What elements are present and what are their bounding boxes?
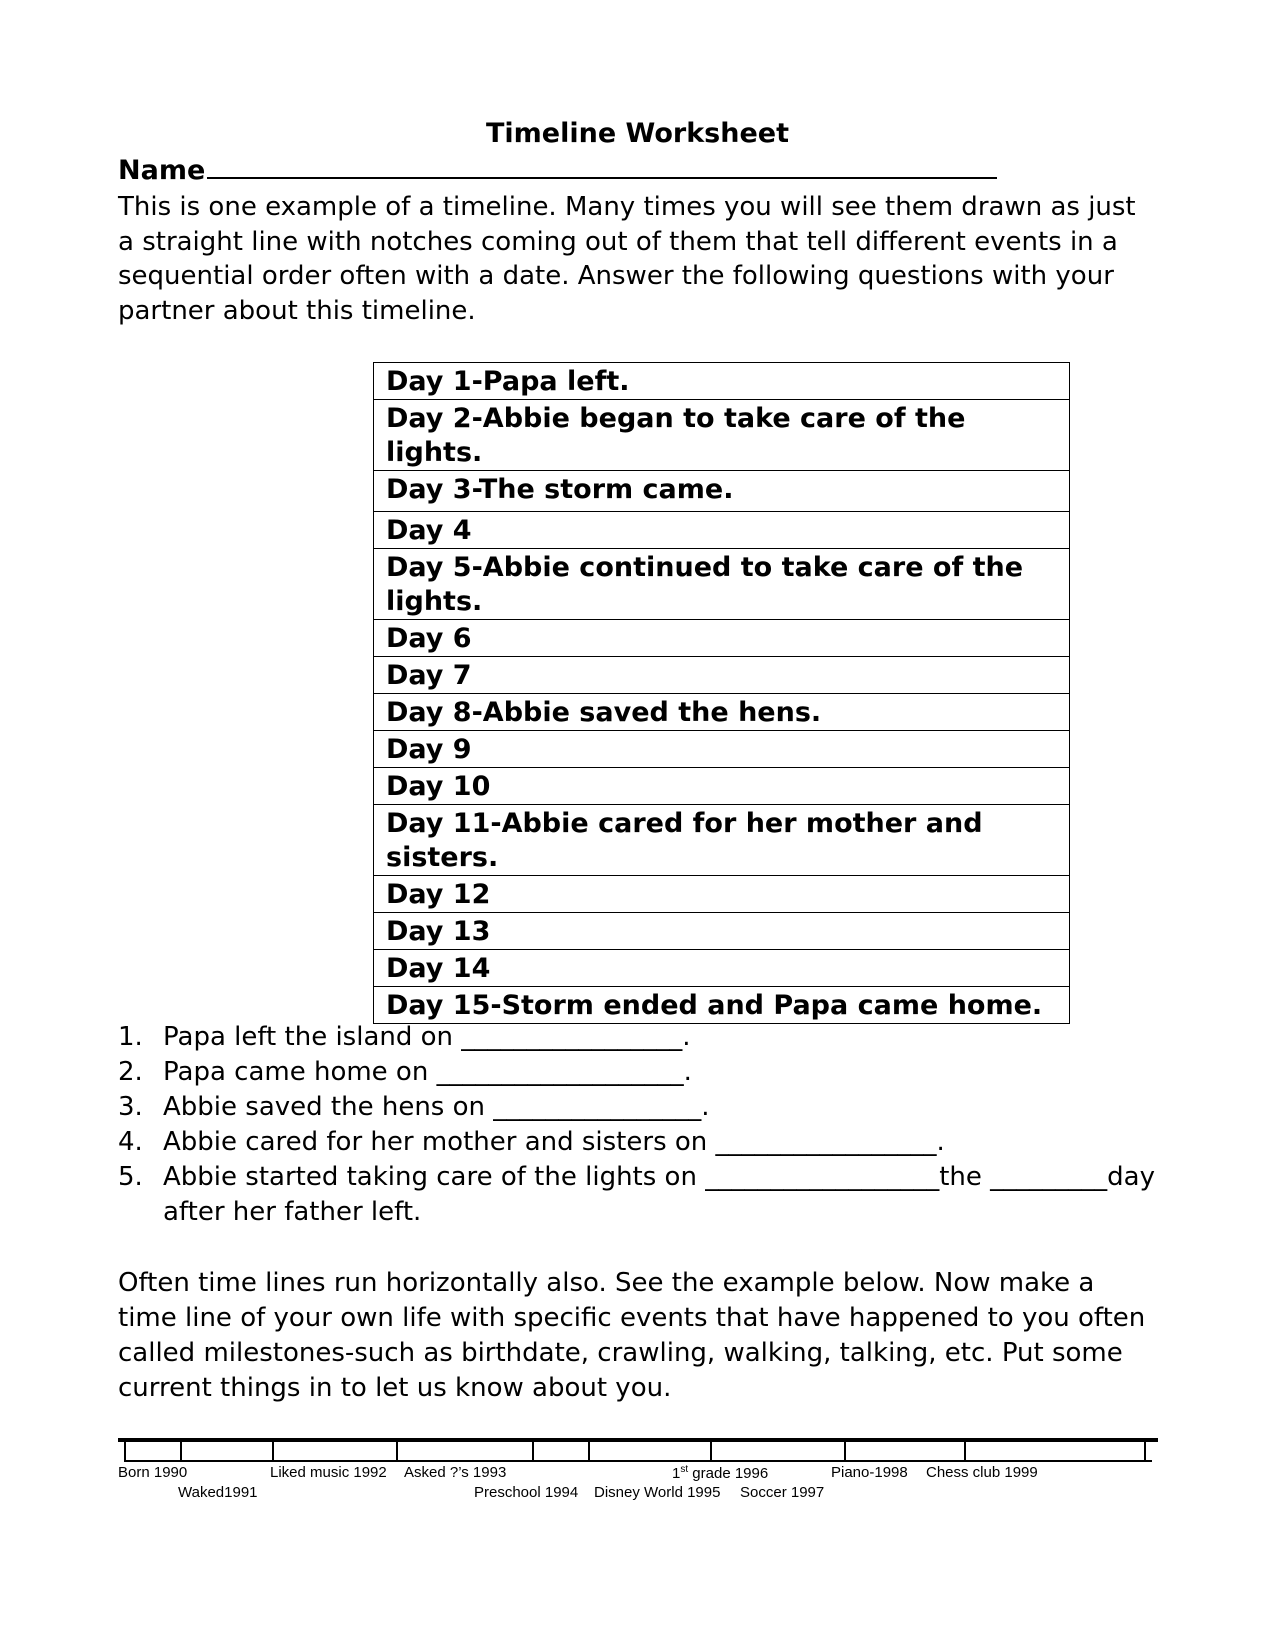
table-row — [374, 950, 1070, 987]
timeline-label: Soccer 1997 — [740, 1484, 825, 1501]
table-row — [374, 913, 1070, 950]
timeline-label: Liked music 1992 — [270, 1464, 387, 1481]
timeline-notch — [844, 1442, 846, 1461]
event-cell: Day 14 — [374, 950, 1070, 987]
intro-line: partner about this timeline. — [118, 295, 476, 326]
timeline-label: Born 1990 — [118, 1464, 188, 1481]
timeline-label: Chess club 1999 — [926, 1464, 1038, 1481]
table-row — [374, 694, 1070, 731]
event-cell: Day 11-Abbie cared for her mother and sisters. — [374, 805, 1070, 876]
question-number: 5. — [118, 1162, 143, 1192]
event-cell: Day 3-The storm came. — [374, 471, 1070, 512]
grade-text: grade 1996 — [688, 1465, 769, 1482]
event-cell: Day 13 — [374, 913, 1070, 950]
table-row — [374, 471, 1070, 512]
event-cell: Day 4 — [374, 512, 1070, 549]
timeline-notch — [180, 1442, 182, 1461]
event-cell: Day 8-Abbie saved the hens. — [374, 694, 1070, 731]
event-cell: Day 5-Abbie continued to take care of the lights. — [374, 549, 1070, 620]
timeline-notch — [124, 1442, 126, 1461]
outro-line: called milestones-such as birthdate, crawling, walking, talking, etc. Put some — [118, 1338, 1123, 1368]
timeline-label: Asked ?’s 1993 — [404, 1464, 507, 1481]
table-row — [374, 987, 1070, 1024]
outro-line: time line of your own life with specific events that have happened to you often — [118, 1303, 1146, 1333]
event-cell: Day 15-Storm ended and Papa came home. — [374, 987, 1070, 1024]
timeline-label: Waked1991 — [178, 1484, 258, 1501]
table-row — [374, 768, 1070, 805]
question-text: Abbie started taking care of the lights on __________________the _________day after her father left. — [163, 1162, 1155, 1227]
outro-paragraph — [118, 1266, 1178, 1406]
question-text: Papa left the island on _________________. — [163, 1022, 691, 1052]
event-cell: Day 10 — [374, 768, 1070, 805]
event-cell: Day 7 — [374, 657, 1070, 694]
intro-line: sequential order often with a date. Answer the following questions with your — [118, 261, 1114, 291]
timeline-label: Disney World 1995 — [594, 1484, 721, 1501]
grade-number: 1 — [672, 1465, 681, 1482]
timeline-notch — [272, 1442, 274, 1461]
question-number: 1. — [118, 1022, 143, 1052]
table-row — [374, 512, 1070, 549]
list-item — [118, 1160, 1158, 1230]
table-row — [374, 876, 1070, 913]
question-number: 4. — [118, 1127, 143, 1157]
timeline-label — [672, 1464, 768, 1482]
table-row — [374, 657, 1070, 694]
name-blank-line — [207, 153, 997, 179]
timeline-notch — [532, 1442, 534, 1461]
list-item — [118, 1055, 1158, 1090]
event-cell: Day 6 — [374, 620, 1070, 657]
table-row — [374, 620, 1070, 657]
timeline-notch — [1144, 1442, 1146, 1461]
intro-line: a straight line with notches coming out of them that tell different events in a — [118, 226, 1118, 257]
name-field — [118, 153, 997, 186]
outro-line: current things in to let us know about you. — [118, 1373, 672, 1403]
question-number: 2. — [118, 1057, 143, 1087]
event-cell: Day 12 — [374, 876, 1070, 913]
list-item — [118, 1125, 1158, 1160]
questions-list — [118, 1020, 1158, 1230]
timeline-label: Preschool 1994 — [474, 1484, 579, 1501]
intro-line: This is one example of a timeline. Many times you will see them drawn as just — [118, 192, 1136, 222]
table-row — [374, 731, 1070, 768]
list-item — [118, 1090, 1158, 1125]
question-text: Papa came home on ___________________. — [163, 1057, 692, 1087]
timeline-notch — [710, 1442, 712, 1461]
outro-line: Often time lines run horizontally also. See the example below. Now make a — [118, 1268, 1095, 1298]
table-row — [374, 549, 1070, 620]
table-row — [374, 400, 1070, 471]
event-cell: Day 1-Papa left. — [374, 363, 1070, 400]
timeline-top-line — [118, 1438, 1158, 1442]
timeline-label: Piano-1998 — [831, 1464, 908, 1481]
question-number: 3. — [118, 1092, 143, 1122]
example-timeline — [118, 1438, 1158, 1508]
timeline-notch — [396, 1442, 398, 1461]
intro-paragraph — [118, 190, 1158, 328]
page-title: Timeline Worksheet — [485, 118, 790, 149]
name-label: Name — [118, 155, 206, 186]
table-row — [374, 363, 1070, 400]
event-cell: Day 9 — [374, 731, 1070, 768]
timeline-notch — [588, 1442, 590, 1461]
timeline-notch — [964, 1442, 966, 1461]
table-row — [374, 805, 1070, 876]
events-table — [373, 362, 1070, 1024]
grade-suffix: st — [680, 1464, 689, 1475]
event-cell: Day 2-Abbie began to take care of the lights. — [374, 400, 1070, 471]
list-item — [118, 1020, 1158, 1055]
timeline-bottom-line — [124, 1460, 1152, 1462]
question-text: Abbie cared for her mother and sisters on _________________. — [163, 1127, 945, 1157]
question-text: Abbie saved the hens on ________________. — [163, 1092, 710, 1122]
